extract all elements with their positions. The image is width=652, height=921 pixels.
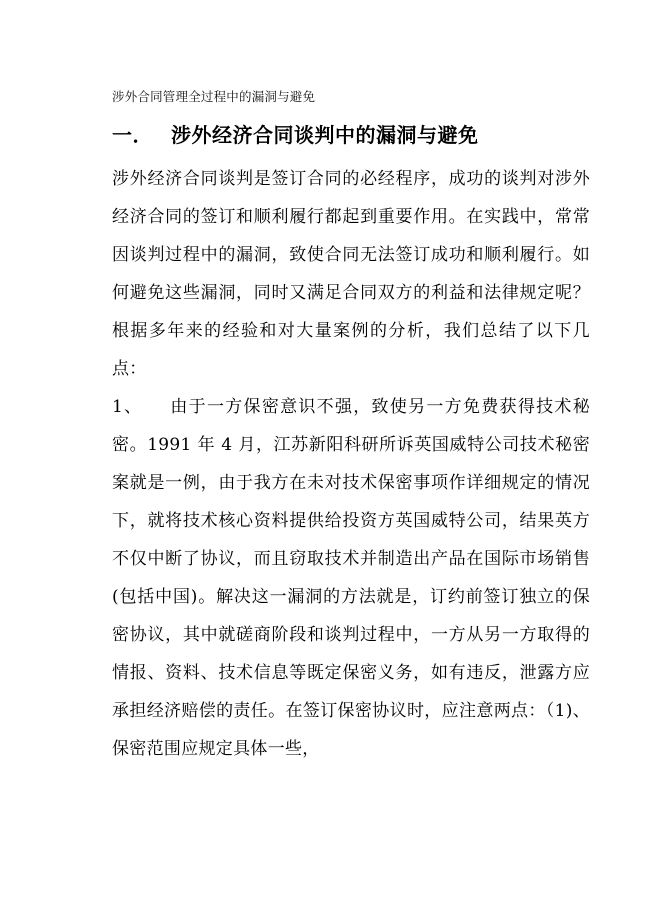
paragraph-intro: 涉外经济合同谈判是签订合同的必经程序，成功的谈判对涉外经济合同的签订和顺利履行都起到重要作用。在实践中，常常因谈判过程中的漏洞，致使合同无法签订成功和顺利履行。如何避免这些漏洞，同时又满足合同双方的利益和法律规定呢？根据多年来的经验和对大量案例的分析，我们总结了以下几点：	[112, 168, 590, 379]
list-item	[112, 388, 590, 768]
list-item-text: 由于一方保密意识不强，致使另一方免费获得技术秘密。1991 年 4 月，江苏新阳科研所诉英国威特公司技术秘密案就是一例，由于我方在未对技术保密事项作详细规定的情况下，就将技术核心资料提供给投资方英国威特公司，结果英方不仅中断了协议，而且窃取技术并制造出产品在国际市场销售(包括中国)。解决这一漏洞的方法就是，订约前签订独立的保密协议，其中就磋商阶段和谈判过程中，一方从另一方取得的情报、资料、技术信息等既定保密义务，如有违反，泄露方应承担经济赔偿的责任。在签订保密协议时，应注意两点：（1)、保密范围应规定具体一些，	[112, 396, 590, 759]
section-heading	[112, 120, 590, 150]
section-title-text: 涉外经济合同谈判中的漏洞与避免	[171, 122, 479, 147]
list-item-marker: 1、	[112, 396, 143, 417]
document-header: 涉外合同管理全过程中的漏洞与避免	[112, 89, 316, 104]
section-number: 一．	[112, 122, 153, 147]
